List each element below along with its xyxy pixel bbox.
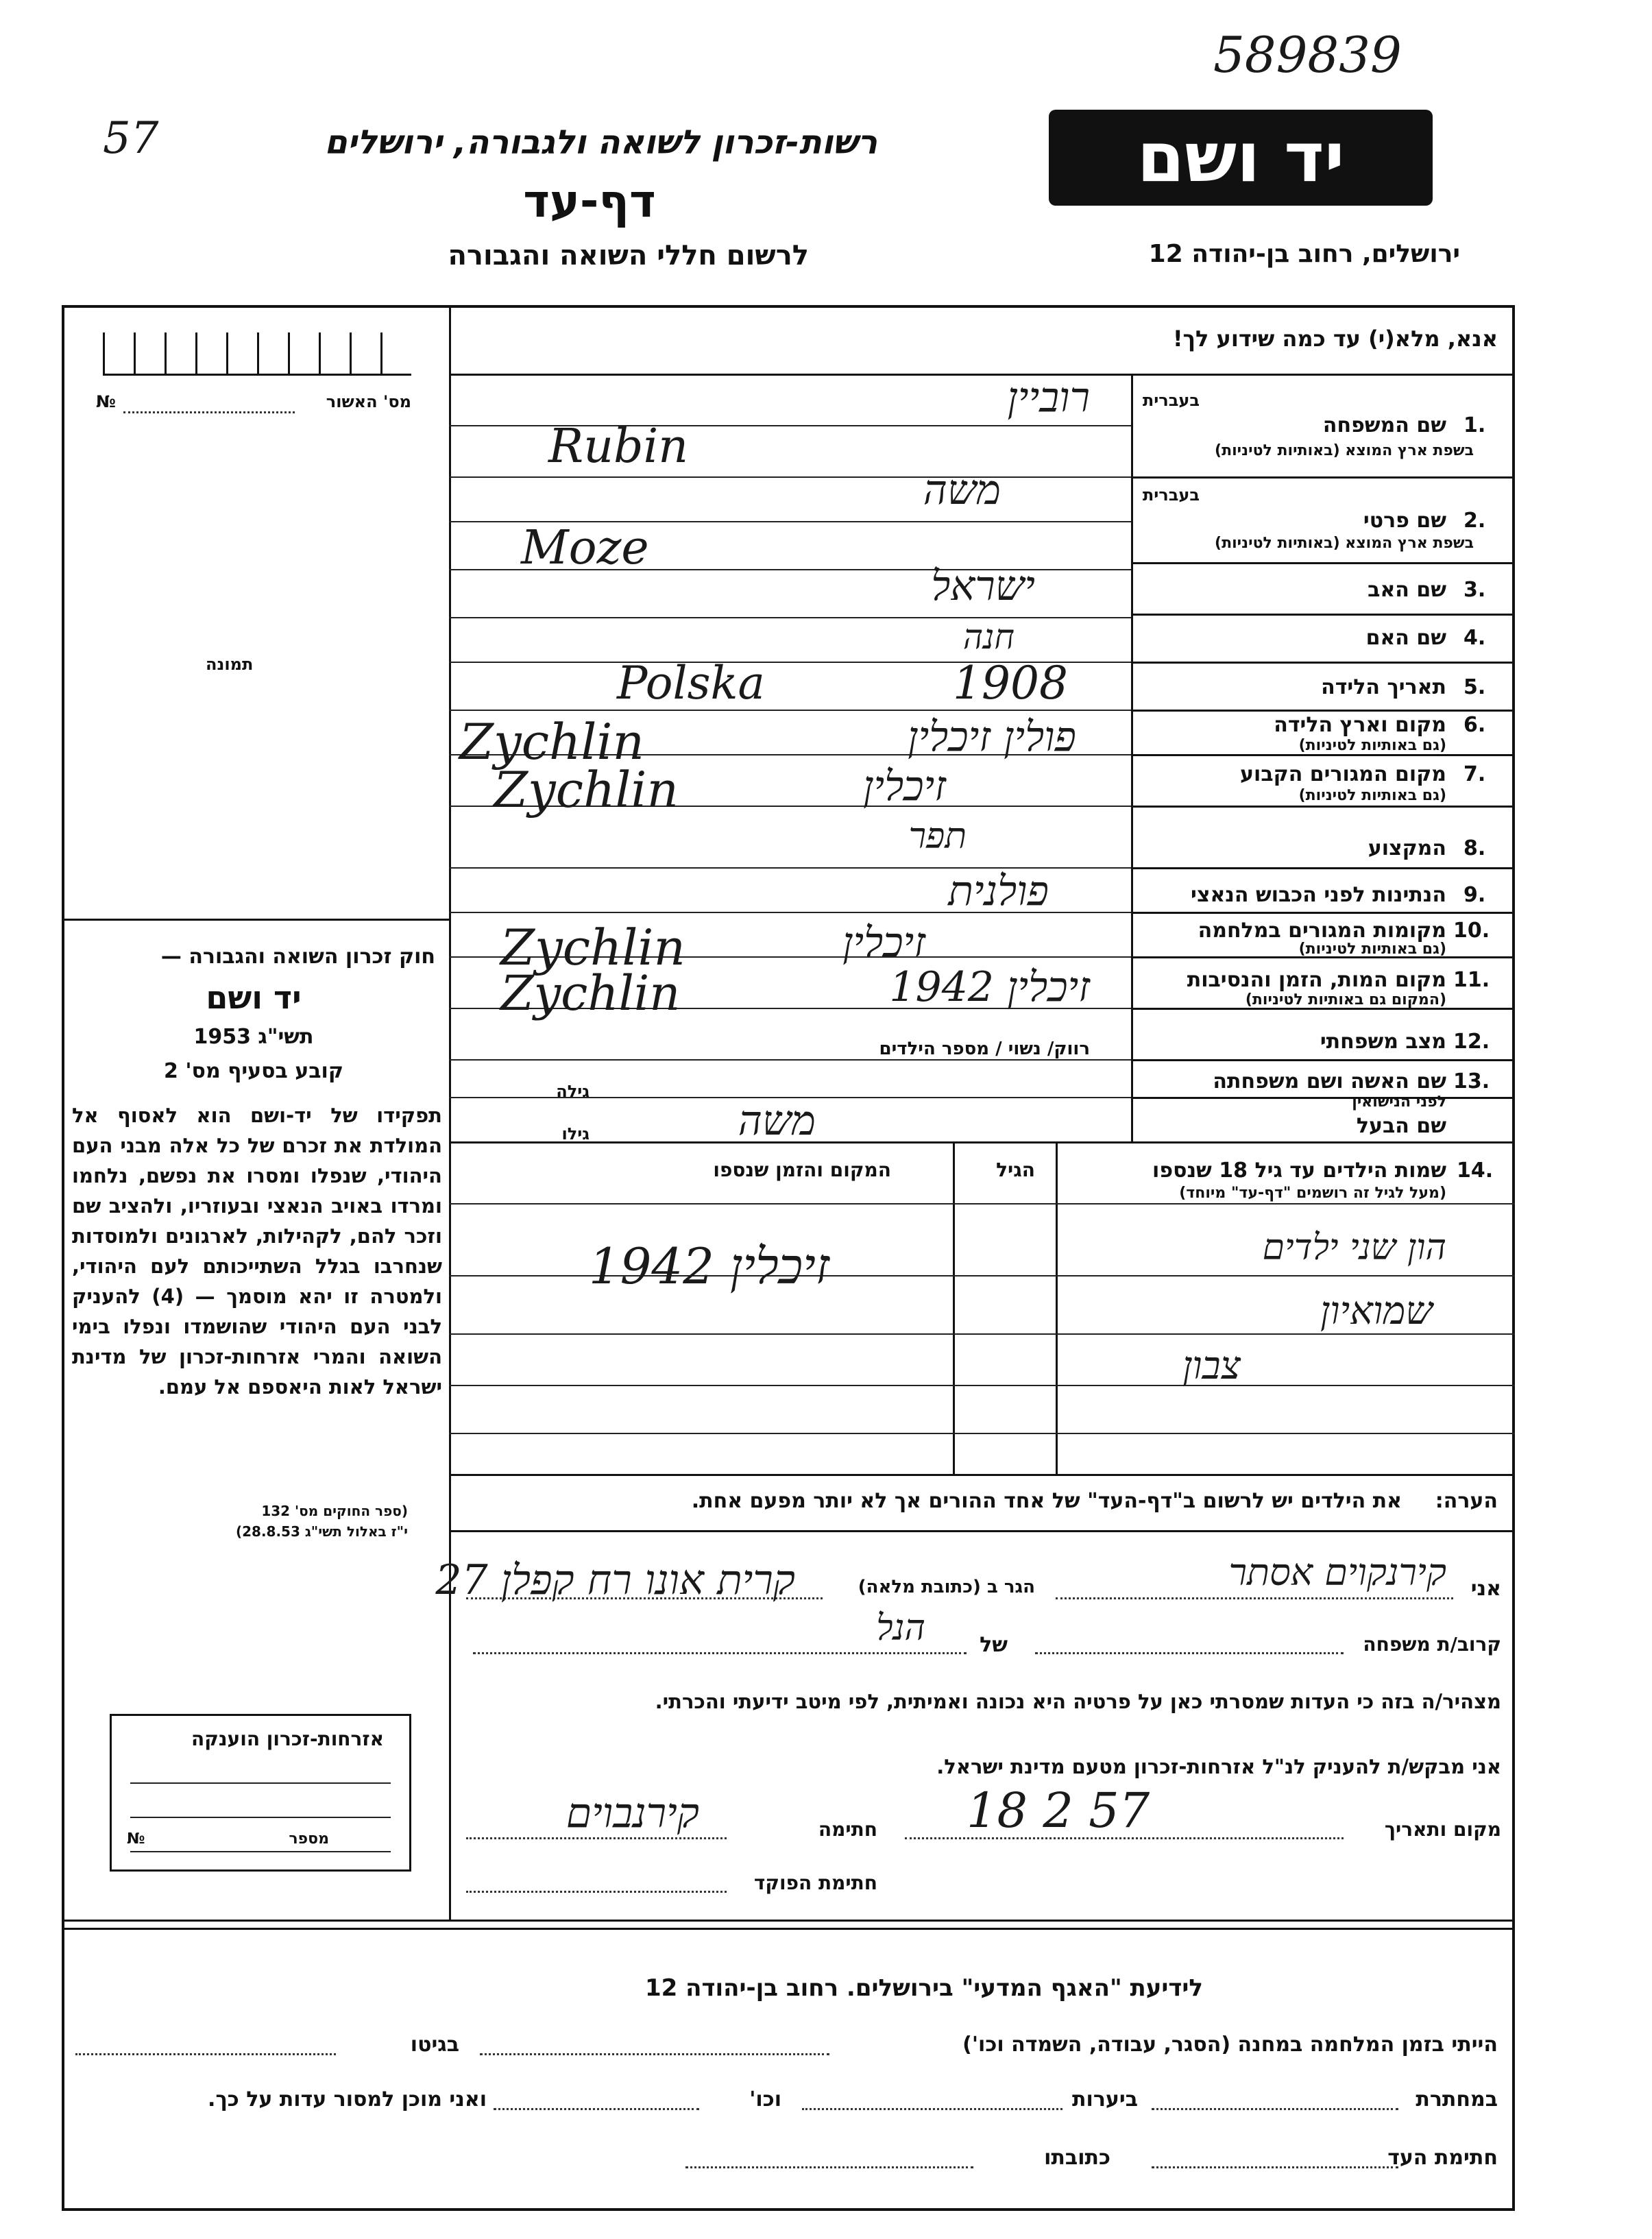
field-11-num: 11. xyxy=(1453,968,1490,992)
children-place-value: זיכלין 1942 xyxy=(588,1237,829,1295)
address: ירושלים, רחוב בן-יהודה 12 xyxy=(1148,240,1460,268)
children-place-header: המקום והזמן שנספו xyxy=(713,1159,891,1181)
field-6-num: 6. xyxy=(1463,713,1486,737)
main-bottom-line-2 xyxy=(62,1928,1515,1930)
field-2-sub: בשפת ארץ המוצא (באותיות לטיניות) xyxy=(1215,535,1474,552)
field-2-num: 2. xyxy=(1463,509,1486,533)
relation-line-2 xyxy=(473,1652,967,1654)
field-12-marital-options: רווק/ נשוי / מספר הילדים xyxy=(879,1039,1090,1059)
info-etc-line xyxy=(494,2108,699,2110)
field-9-label: הנתינות לפני הכבוש הנאצי xyxy=(1191,883,1446,907)
field-10-label: מקומות המגורים במלחמה xyxy=(1198,919,1446,943)
field-6-label: מקום וארץ הלידה xyxy=(1274,713,1446,737)
field-11-sub: (המקום גם באותיות לטיניות) xyxy=(1245,991,1446,1008)
field-7-value-hebrew: זיכלין xyxy=(863,762,946,810)
info-ghetto-line xyxy=(75,2053,336,2055)
info-ready: ואני מוכן למסור עדות על כך. xyxy=(208,2087,487,2111)
field-13-num: 13. xyxy=(1453,1069,1490,1093)
children-age-header: הגיל xyxy=(996,1159,1035,1181)
law-citation-2: י"ז באלול תשי"ג 28.8.53) xyxy=(235,1523,408,1540)
signature: קירנבוים xyxy=(566,1789,699,1837)
law-citation-1: (ספר החוקים מס' 132 xyxy=(261,1503,408,1519)
row-line xyxy=(1131,806,1515,808)
certificate-line xyxy=(130,1782,391,1784)
note-bottom-line xyxy=(449,1530,1515,1532)
top-left-mark: 57 xyxy=(103,113,159,164)
law-title: חוק זכרון השואה והגבורה — xyxy=(160,945,435,969)
field-1-label: שם המשפחה xyxy=(1322,413,1446,437)
children-line xyxy=(449,1385,1515,1386)
header-line xyxy=(449,374,1515,376)
certificate-line xyxy=(130,1851,391,1852)
field-5-label: תאריך הלידה xyxy=(1321,675,1446,699)
child-name-1: הון שני ילדים xyxy=(1262,1227,1446,1268)
declarant-statement: מצהיר/ה בזה כי העדות שמסרתי כאן על פרטיה היא נכונה ואמיתית, לפי מיטב ידיעתי והכרתי. xyxy=(655,1690,1501,1713)
officer-signature-label: חתימת הפוקד xyxy=(753,1872,877,1894)
info-forests-line xyxy=(802,2108,1062,2110)
approval-ticks xyxy=(103,332,411,376)
note-label: הערה: xyxy=(1435,1489,1498,1513)
field-6-value-latin: Zychlin xyxy=(459,713,644,771)
field-2-hint: בעברית xyxy=(1142,485,1200,505)
row-line xyxy=(1131,867,1515,869)
field-11-value-latin: Zychlin xyxy=(500,965,681,1021)
row-line xyxy=(1131,662,1515,664)
value-line xyxy=(449,710,1131,711)
relation-of: של xyxy=(980,1633,1008,1657)
note-text: את הילדים יש לרשום ב"דף-העד" של אחד ההורים אך לא יותר מפעם אחת. xyxy=(691,1489,1402,1513)
row-line xyxy=(1131,476,1515,479)
field-2-value-hebrew: משה xyxy=(923,466,1001,514)
row-line xyxy=(1131,614,1515,616)
children-sub: (מעל לגיל זה רושמים "דף-עד" מיוחד) xyxy=(1179,1185,1446,1202)
witness-signature-line xyxy=(1152,2166,1398,2168)
field-9-value: פולנית xyxy=(948,867,1049,915)
approval-number-label: מס' האשור xyxy=(326,392,411,411)
field-8-label: המקצוע xyxy=(1368,836,1446,860)
field-10-value-latin: Zychlin xyxy=(500,919,685,976)
field-1-value-latin: Rubin xyxy=(548,420,689,474)
declarant-name-line xyxy=(1056,1597,1453,1599)
info-camp-line xyxy=(480,2053,829,2055)
declarant-address-label: הגר ב (כתובת מלאה) xyxy=(858,1577,1035,1597)
field-11-label: מקום המות, הזמן והנסיבות xyxy=(1187,968,1446,992)
witness-address-line xyxy=(685,2166,973,2168)
info-line1: הייתי בזמן המלחמה במחנה (הסגר, עבודה, השמדה וכו') xyxy=(962,2033,1498,2057)
declarant-name: קירנקוים אסתר xyxy=(1228,1551,1446,1594)
logo-text: יד ושם xyxy=(1137,117,1345,197)
declarant-ani: אני xyxy=(1470,1577,1501,1601)
row-line xyxy=(1131,1059,1515,1061)
photo-label: תמונה xyxy=(206,655,254,674)
institution-name: רשות-זכרון לשואה ולגבורה, ירושלים xyxy=(324,123,877,162)
witness-signature-label: חתימת העד xyxy=(1387,2146,1498,2170)
approval-number-sign: № xyxy=(96,392,116,411)
field-5-value-country: Polska xyxy=(617,657,765,710)
field-12-num: 12. xyxy=(1453,1030,1490,1054)
husband-value: משה xyxy=(738,1097,816,1145)
info-ghetto: בגיטו xyxy=(410,2033,459,2057)
value-line xyxy=(449,476,1131,478)
children-label: שמות הילדים עד גיל 18 שנספו xyxy=(1152,1159,1446,1183)
place-date-label: מקום ותאריך xyxy=(1384,1818,1501,1841)
field-4-num: 4. xyxy=(1463,626,1486,650)
field-8-num: 8. xyxy=(1463,836,1486,860)
field-11-value-hebrew: זיכלין 1942 xyxy=(889,963,1090,1011)
row-line xyxy=(1131,754,1515,756)
field-5-value-year: 1908 xyxy=(953,657,1068,710)
left-column-divider xyxy=(449,305,451,1920)
certificate-number-label: מספר xyxy=(289,1830,329,1848)
info-forests: ביערות xyxy=(1072,2087,1138,2111)
children-bottom-line xyxy=(449,1474,1515,1476)
form-title: דף-עד xyxy=(523,175,656,228)
husband-age-label: גילו xyxy=(561,1124,590,1143)
instruction-text: אנא, מלא(י) עד כמה שידוע לך! xyxy=(1172,326,1498,352)
field-3-num: 3. xyxy=(1463,578,1486,602)
row-line xyxy=(1131,1097,1515,1099)
declarant-address: קרית אונו רח קפלן 27 xyxy=(435,1556,795,1604)
witness-address-label: כתובתו xyxy=(1044,2146,1110,2170)
child-name-2: שמואיון xyxy=(1320,1289,1433,1333)
children-num: 14. xyxy=(1457,1159,1494,1183)
children-col-2 xyxy=(1056,1141,1058,1474)
field-8-value: תפר xyxy=(908,816,967,857)
certificate-number-sign: № xyxy=(127,1830,145,1848)
info-underground: במחתרת xyxy=(1416,2087,1498,2111)
field-7-label: מקום המגורים הקבוע xyxy=(1240,762,1446,786)
declarant-request: אני מבקש/ת להעניק לנ"ל אזרחות-זכרון מטעם מדינת ישראל. xyxy=(936,1755,1501,1778)
row-line xyxy=(1131,562,1515,564)
field-5-num: 5. xyxy=(1463,675,1486,699)
signature-label: חתימה xyxy=(818,1818,877,1841)
row-line xyxy=(1131,912,1515,914)
field-1-num: 1. xyxy=(1463,413,1486,437)
field-7-sub: (גם באותיות לטיניות) xyxy=(1298,787,1446,804)
info-underground-line xyxy=(1152,2108,1398,2110)
field-6-sub: (גם באותיות לטיניות) xyxy=(1298,737,1446,754)
info-etc: וכו' xyxy=(749,2087,781,2111)
child-name-3: צבון xyxy=(1182,1344,1241,1388)
field-13-age-label: גילה xyxy=(556,1082,590,1101)
law-body: תפקידו של יד-ושם הוא לאסוף אל המולדת את זכרם של כל אלה מבני העם היהודי, שנפלו ומסרו את נפשם, נלחמו ומרדו באויב הנאצי ובעוזריו, ולהציב שם וזכר להם, לקהילות, לארגונים ולמוסדות שנחרבו בגלל השתייכותם לעם היהודי, ולמטרה זו יהא מוסמך — (4) להעניק לבני העם היהודי שהושמדו ונפלו בימי השואה והמרי אזרחות-זכרון של מדינת ישראל לאות היאספם אל עמם. xyxy=(72,1104,442,1399)
field-3-label: שם האב xyxy=(1368,578,1446,602)
value-line xyxy=(449,617,1131,618)
document-number: 589839 xyxy=(1213,26,1402,84)
certificate-title: אזרחות-זכרון הוענקה xyxy=(191,1728,384,1750)
field-10-num: 10. xyxy=(1453,919,1490,943)
field-13-sub: לפני הנישואין xyxy=(1352,1093,1446,1111)
field-12-label: מצב משפחתי xyxy=(1320,1030,1446,1054)
field-2-label: שם פרטי xyxy=(1363,509,1446,533)
field-9-num: 9. xyxy=(1463,883,1486,907)
relation-value: הנל xyxy=(876,1608,925,1649)
field-10-value-hebrew: זיכלין xyxy=(842,919,925,967)
field-3-value: ישראל xyxy=(931,562,1035,610)
main-bottom-line xyxy=(62,1920,1515,1922)
husband-label: שם הבעל xyxy=(1356,1114,1446,1138)
children-line xyxy=(449,1333,1515,1335)
field-13-label: שם האשה ושם משפחתה xyxy=(1213,1069,1446,1093)
declaration-date: 18 2 57 xyxy=(967,1782,1150,1839)
field-4-label: שם האם xyxy=(1365,626,1446,650)
law-clause: קובע בסעיף מס' 2 xyxy=(164,1059,343,1083)
field-1-value-hebrew: רוביין xyxy=(1007,374,1090,422)
field-1-hint: בעברית xyxy=(1142,391,1200,410)
law-name: יד ושם xyxy=(206,979,302,1016)
approval-number-line xyxy=(123,411,295,413)
row-line xyxy=(1131,710,1515,712)
children-header-line xyxy=(449,1203,1515,1205)
relation-line-1 xyxy=(1035,1652,1344,1654)
children-line xyxy=(449,1433,1515,1434)
certificate-line xyxy=(130,1817,391,1818)
info-title: לידיעת "האגף המדעי" בירושלים. רחוב בן-יהודה 12 xyxy=(644,1974,1203,2002)
field-1-sub: בשפת ארץ המוצא (באותיות לטיניות) xyxy=(1215,442,1474,459)
value-line xyxy=(449,1059,1131,1061)
law-year: תשי"ג 1953 xyxy=(193,1025,314,1049)
signature-line xyxy=(466,1837,727,1839)
children-col-1 xyxy=(953,1141,955,1474)
label-column-divider xyxy=(1131,374,1133,1141)
row-line xyxy=(449,1141,1515,1143)
yad-vashem-logo xyxy=(1049,110,1433,206)
field-6-value-hebrew: פולין זיכלין xyxy=(908,713,1076,761)
law-divider xyxy=(62,919,449,921)
field-7-num: 7. xyxy=(1463,762,1486,786)
field-7-value-latin: Zychlin xyxy=(494,761,679,819)
field-2-value-latin: Moze xyxy=(521,521,649,575)
officer-signature-line xyxy=(466,1891,727,1893)
relation-label: קרוב/ת משפחה xyxy=(1363,1633,1501,1656)
form-subtitle: לרשום חללי השואה והגבורה xyxy=(448,240,809,271)
field-10-sub: (גם באותיות לטיניות) xyxy=(1298,941,1446,958)
field-4-value: חנה xyxy=(962,617,1015,657)
